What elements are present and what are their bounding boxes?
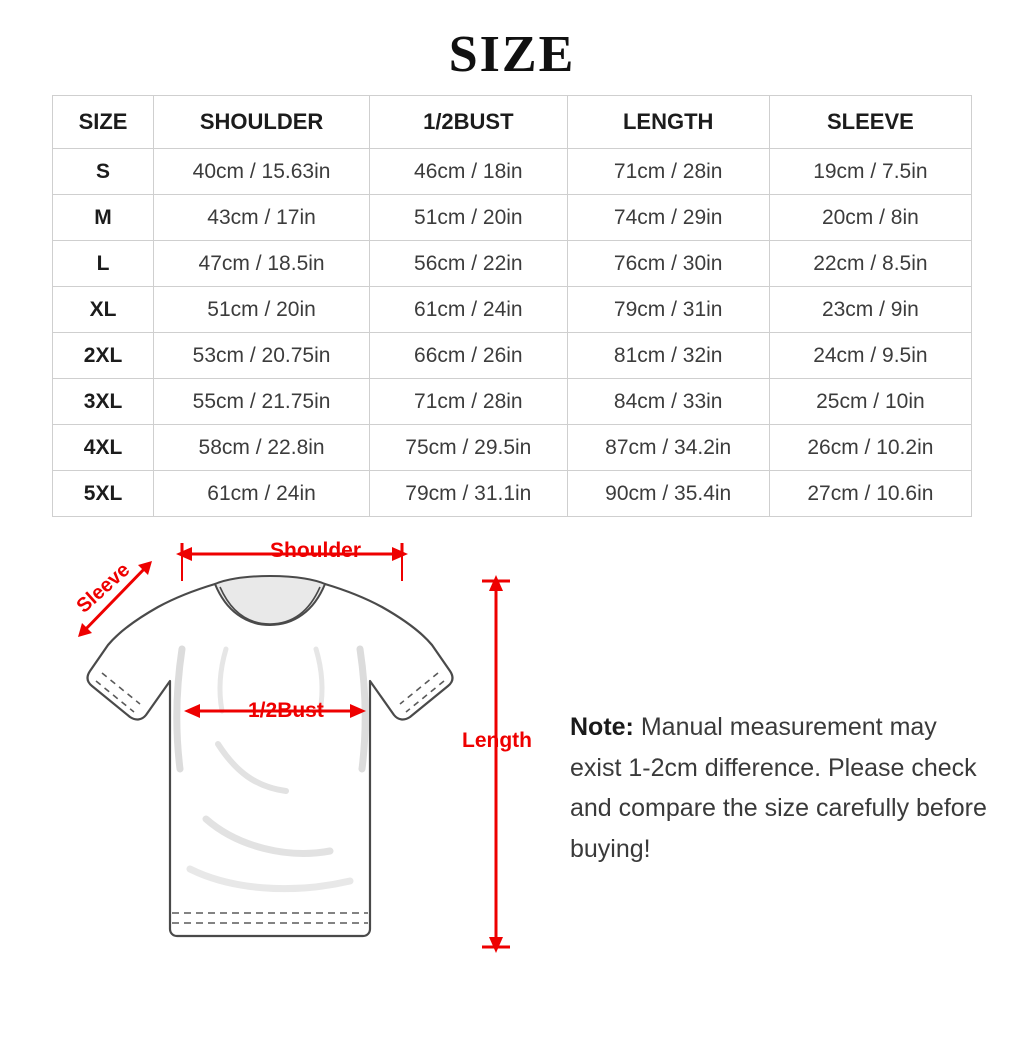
annotation-halfbust: 1/2Bust (248, 699, 324, 723)
cell-shoulder: 53cm / 20.75in (154, 333, 370, 379)
cell-size: M (53, 195, 154, 241)
table-row (53, 471, 972, 517)
cell-length: 90cm / 35.4in (567, 471, 769, 517)
table-row (53, 379, 972, 425)
cell-halfbust: 56cm / 22in (370, 241, 568, 287)
cell-size: 3XL (53, 379, 154, 425)
cell-length: 84cm / 33in (567, 379, 769, 425)
column-header-length: LENGTH (567, 96, 769, 149)
note-text: Manual measurement may exist 1-2cm difference. Please check and compare the size carefully before buying! (570, 713, 987, 863)
cell-size: S (53, 149, 154, 195)
cell-length: 74cm / 29in (567, 195, 769, 241)
column-header-halfbust: 1/2BUST (370, 96, 568, 149)
column-header-shoulder: SHOULDER (154, 96, 370, 149)
column-header-sleeve: SLEEVE (769, 96, 971, 149)
cell-halfbust: 79cm / 31.1in (370, 471, 568, 517)
cell-shoulder: 61cm / 24in (154, 471, 370, 517)
cell-size: 5XL (53, 471, 154, 517)
cell-length: 87cm / 34.2in (567, 425, 769, 471)
cell-length: 81cm / 32in (567, 333, 769, 379)
cell-halfbust: 51cm / 20in (370, 195, 568, 241)
table-header-row (53, 96, 972, 149)
tshirt-shape (88, 576, 453, 936)
note-label: Note: (570, 713, 634, 742)
cell-size: XL (53, 287, 154, 333)
size-table (52, 95, 972, 517)
annotation-sleeve: Sleeve (72, 558, 135, 618)
table-row (53, 287, 972, 333)
cell-sleeve: 23cm / 9in (769, 287, 971, 333)
measurement-diagram-section (0, 529, 1024, 999)
cell-shoulder: 43cm / 17in (154, 195, 370, 241)
cell-sleeve: 26cm / 10.2in (769, 425, 971, 471)
tshirt-illustration (30, 529, 550, 999)
cell-shoulder: 40cm / 15.63in (154, 149, 370, 195)
cell-size: 2XL (53, 333, 154, 379)
cell-sleeve: 20cm / 8in (769, 195, 971, 241)
table-row (53, 425, 972, 471)
cell-size: L (53, 241, 154, 287)
page-title: SIZE (448, 26, 576, 83)
cell-halfbust: 61cm / 24in (370, 287, 568, 333)
column-header-size: SIZE (53, 96, 154, 149)
cell-shoulder: 58cm / 22.8in (154, 425, 370, 471)
size-table-wrapper (52, 95, 972, 517)
cell-length: 79cm / 31in (567, 287, 769, 333)
cell-sleeve: 27cm / 10.6in (769, 471, 971, 517)
cell-halfbust: 75cm / 29.5in (370, 425, 568, 471)
cell-halfbust: 66cm / 26in (370, 333, 568, 379)
annotation-length: Length (462, 729, 532, 753)
cell-shoulder: 47cm / 18.5in (154, 241, 370, 287)
cell-length: 71cm / 28in (567, 149, 769, 195)
cell-size: 4XL (53, 425, 154, 471)
cell-sleeve: 22cm / 8.5in (769, 241, 971, 287)
table-row (53, 149, 972, 195)
cell-sleeve: 24cm / 9.5in (769, 333, 971, 379)
table-row (53, 241, 972, 287)
annotation-shoulder: Shoulder (270, 539, 362, 563)
cell-length: 76cm / 30in (567, 241, 769, 287)
table-row (53, 195, 972, 241)
cell-shoulder: 51cm / 20in (154, 287, 370, 333)
note-block (570, 707, 990, 869)
cell-shoulder: 55cm / 21.75in (154, 379, 370, 425)
cell-sleeve: 25cm / 10in (769, 379, 971, 425)
cell-halfbust: 71cm / 28in (370, 379, 568, 425)
table-row (53, 333, 972, 379)
cell-halfbust: 46cm / 18in (370, 149, 568, 195)
cell-sleeve: 19cm / 7.5in (769, 149, 971, 195)
